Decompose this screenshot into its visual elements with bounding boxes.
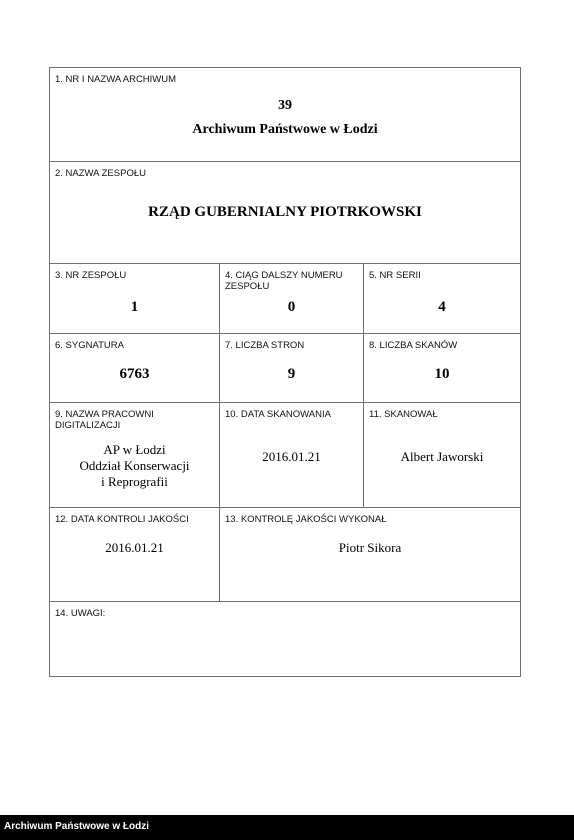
fonds-label: 2. NAZWA ZESPOŁU: [55, 168, 146, 179]
qc-date-cell: [49, 507, 220, 602]
scans-label: 8. LICZBA SKANÓW: [369, 340, 458, 351]
series-cell: [363, 263, 521, 334]
pages-value: 9: [287, 366, 296, 382]
fonds-cell: [49, 161, 521, 264]
scans-value: 10: [434, 366, 450, 382]
workshop-cell: [49, 402, 220, 508]
metadata-form: [49, 67, 521, 677]
signature-label: 6. SYGNATURA: [55, 340, 124, 351]
qc-by-value: Piotr Sikora: [338, 540, 402, 555]
fonds-number-value: 1: [130, 299, 139, 315]
scan-date-label: 10. DATA SKANOWANIA: [225, 409, 331, 420]
remarks-label: 14. UWAGI:: [55, 608, 106, 619]
signature-value: 6763: [119, 366, 150, 382]
fonds-number-label: 3. NR ZESPOŁU: [55, 270, 127, 281]
archive-label: 1. NR I NAZWA ARCHIWUM: [55, 74, 177, 85]
continuation-value: 0: [287, 299, 296, 315]
scan-date-value: 2016.01.21: [262, 449, 321, 464]
fonds-name: RZĄD GUBERNIALNY PIOTRKOWSKI: [148, 204, 422, 220]
remarks-cell: [49, 601, 521, 677]
qc-date-label: 12. DATA KONTROLI JAKOŚCI: [55, 514, 189, 525]
scan-date-cell: [219, 402, 364, 508]
workshop-label: 9. NAZWA PRACOWNI DIGITALIZACJI: [55, 409, 154, 431]
pages-label: 7. LICZBA STRON: [225, 340, 305, 351]
qc-date-value: 2016.01.21: [105, 540, 164, 555]
archive-name: Archiwum Państwowe w Łodzi: [192, 122, 378, 137]
qc-by-cell: [219, 507, 521, 602]
continuation-label: 4. CIĄG DALSZY NUMERU ZESPOŁU: [225, 270, 343, 292]
workshop-line-3: i Reprografii: [101, 474, 168, 489]
scanned-by-value: Albert Jaworski: [400, 449, 484, 464]
scans-cell: [363, 333, 521, 403]
archive-number: 39: [278, 98, 292, 113]
footer-bar: [0, 815, 574, 840]
series-label: 5. NR SERII: [369, 270, 421, 281]
continuation-cell: [219, 263, 364, 334]
footer-archive-name: Archiwum Państwowe w Łodzi: [4, 821, 150, 832]
archive-cell: [49, 67, 521, 162]
scanned-by-label: 11. SKANOWAŁ: [369, 409, 438, 420]
series-value: 4: [438, 299, 446, 315]
signature-cell: [49, 333, 220, 403]
pages-cell: [219, 333, 364, 403]
workshop-line-2: Oddział Konserwacji: [79, 458, 190, 473]
workshop-line-1: AP w Łodzi: [103, 442, 166, 457]
scanned-by-cell: [363, 402, 521, 508]
fonds-number-cell: [49, 263, 220, 334]
qc-by-label: 13. KONTROLĘ JAKOŚCI WYKONAŁ: [225, 514, 387, 525]
